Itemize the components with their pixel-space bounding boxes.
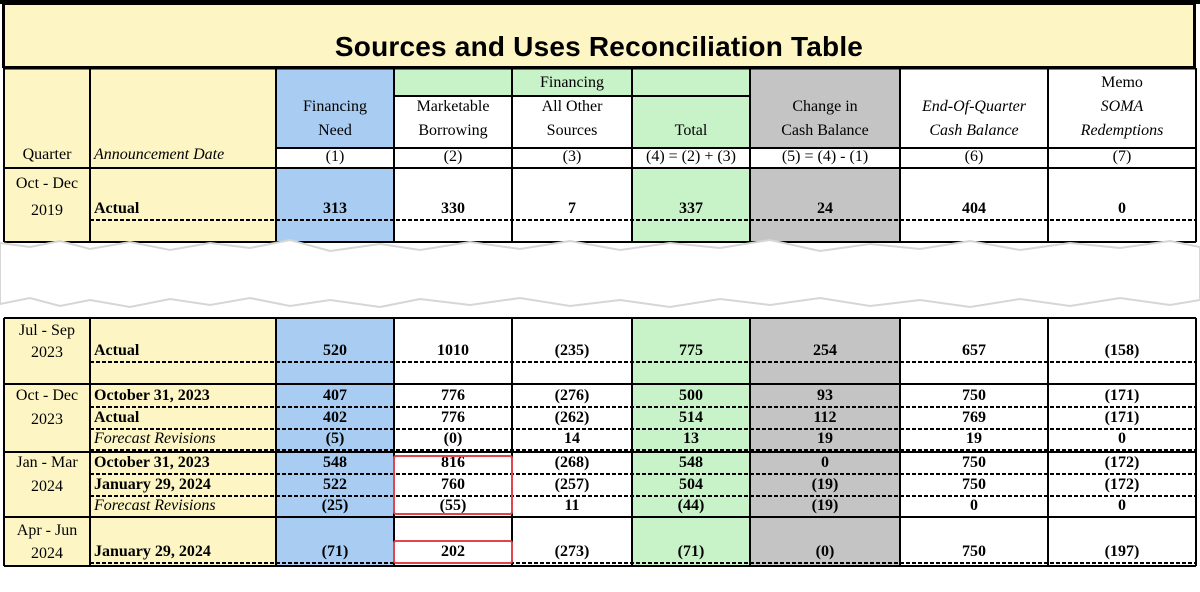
value-cell: 7: [568, 200, 576, 217]
row-label: October 31, 2023: [94, 387, 210, 404]
value-cell: 24: [817, 200, 833, 217]
col-header-line1: All Other: [541, 98, 603, 115]
value-cell: 816: [441, 454, 465, 471]
quarter-label: Apr - Jun: [16, 522, 78, 539]
value-cell: 750: [962, 387, 986, 404]
col-header-line1: SOMA: [1100, 98, 1144, 115]
value-cell: 776: [441, 387, 465, 404]
col-header-line2: Sources: [546, 122, 598, 139]
value-cell: 776: [441, 409, 465, 426]
col-header-line2: Total: [674, 122, 708, 139]
value-cell: 520: [323, 342, 347, 359]
row-label: Actual: [94, 409, 140, 426]
col-header-line2: Borrowing: [418, 122, 488, 139]
value-cell: 112: [813, 409, 837, 426]
value-cell: (158): [1104, 342, 1140, 359]
value-cell: 548: [679, 454, 703, 471]
value-cell: 254: [813, 342, 837, 359]
value-cell: 548: [323, 454, 347, 471]
quarter-year: 2024: [31, 545, 63, 562]
value-cell: 19: [966, 430, 982, 447]
col-header-line1: Change in: [792, 98, 858, 115]
col-header-line2: Cash Balance: [781, 122, 869, 139]
row-label: January 29, 2024: [94, 543, 211, 560]
quarter-label: Jul - Sep: [19, 322, 75, 339]
value-cell: (19): [811, 497, 839, 514]
highlight-box-marketable-aprjun: [393, 540, 513, 564]
value-cell: 19: [817, 430, 833, 447]
quarter-header: Quarter: [22, 146, 72, 163]
value-cell: 313: [323, 200, 347, 217]
row-label: Forecast Revisions: [94, 497, 216, 514]
value-cell: (257): [554, 476, 590, 493]
col-header-number: (5) = (4) - (1): [781, 148, 869, 165]
value-cell: 775: [679, 342, 703, 359]
value-cell: 0: [970, 497, 978, 514]
value-cell: 1010: [437, 342, 469, 359]
quarter-label: Jan - Mar: [16, 454, 78, 471]
value-cell: (0): [815, 543, 835, 560]
value-cell: 0: [1118, 200, 1126, 217]
value-cell: 750: [962, 543, 986, 560]
memo-header: Memo: [1101, 74, 1143, 91]
value-cell: 750: [962, 454, 986, 471]
financing-group-header: Financing: [540, 74, 604, 91]
value-cell: 337: [679, 200, 703, 217]
value-cell: (71): [677, 543, 705, 560]
value-cell: 0: [821, 454, 829, 471]
value-cell: (235): [554, 342, 590, 359]
col-header-line1: End-Of-Quarter: [922, 98, 1026, 115]
value-cell: (197): [1104, 543, 1140, 560]
value-cell: (71): [321, 543, 349, 560]
col-header-line2: Need: [318, 122, 352, 139]
value-cell: (262): [554, 409, 590, 426]
value-cell: 750: [962, 476, 986, 493]
value-cell: (171): [1104, 409, 1140, 426]
value-cell: (55): [439, 497, 467, 514]
value-cell: 504: [679, 476, 703, 493]
row-label: January 29, 2024: [94, 476, 211, 493]
value-cell: (268): [554, 454, 590, 471]
value-cell: 514: [679, 409, 703, 426]
highlight-box-marketable-janmar: [393, 455, 513, 515]
table-title: Sources and Uses Reconciliation Table: [334, 31, 864, 62]
value-cell: 0: [1118, 497, 1126, 514]
quarter-year: 2024: [31, 478, 63, 495]
value-cell: 330: [441, 200, 465, 217]
row-label: October 31, 2023: [94, 454, 210, 471]
value-cell: 93: [817, 387, 833, 404]
value-cell: 13: [683, 430, 699, 447]
col-header-number: (1): [325, 148, 345, 165]
col-header-number: (6): [964, 148, 984, 165]
col-header-line2: Redemptions: [1080, 122, 1164, 139]
value-cell: 760: [441, 476, 465, 493]
value-cell: 11: [564, 497, 580, 514]
value-cell: (5): [325, 430, 345, 447]
value-cell: (19): [811, 476, 839, 493]
quarter-year: 2019: [31, 202, 63, 219]
col-header-number: (7): [1112, 148, 1132, 165]
value-cell: 500: [679, 387, 703, 404]
value-cell: (276): [554, 387, 590, 404]
col-header-line1: Financing: [303, 98, 367, 115]
row-label: Forecast Revisions: [94, 430, 216, 447]
col-header-number: (4) = (2) + (3): [645, 148, 736, 165]
col-header-number: (2): [443, 148, 463, 165]
value-cell: (273): [554, 543, 590, 560]
quarter-year: 2023: [31, 344, 63, 361]
value-cell: 402: [323, 409, 347, 426]
value-cell: 404: [962, 200, 986, 217]
value-cell: 0: [1118, 430, 1126, 447]
value-cell: (25): [321, 497, 349, 514]
value-cell: 14: [564, 430, 580, 447]
value-cell: 202: [441, 543, 465, 560]
value-cell: (171): [1104, 387, 1140, 404]
torn-paper-gap: [0, 240, 1200, 307]
announcement-header: Announcement Date: [94, 146, 225, 163]
value-cell: 657: [962, 342, 986, 359]
value-cell: 407: [323, 387, 347, 404]
value-cell: (44): [677, 497, 705, 514]
value-cell: (0): [443, 430, 463, 447]
quarter-year: 2023: [31, 411, 63, 428]
row-label: Actual: [94, 200, 140, 217]
value-cell: 769: [962, 409, 986, 426]
col-header-line2: Cash Balance: [929, 122, 1019, 139]
value-cell: 522: [323, 476, 347, 493]
col-header-line1: Marketable: [416, 98, 490, 115]
row-label: Actual: [94, 342, 140, 359]
quarter-label: Oct - Dec: [15, 387, 79, 404]
value-cell: (172): [1104, 454, 1140, 471]
quarter-label: Oct - Dec: [15, 175, 79, 192]
value-cell: (172): [1104, 476, 1140, 493]
col-header-number: (3): [562, 148, 582, 165]
